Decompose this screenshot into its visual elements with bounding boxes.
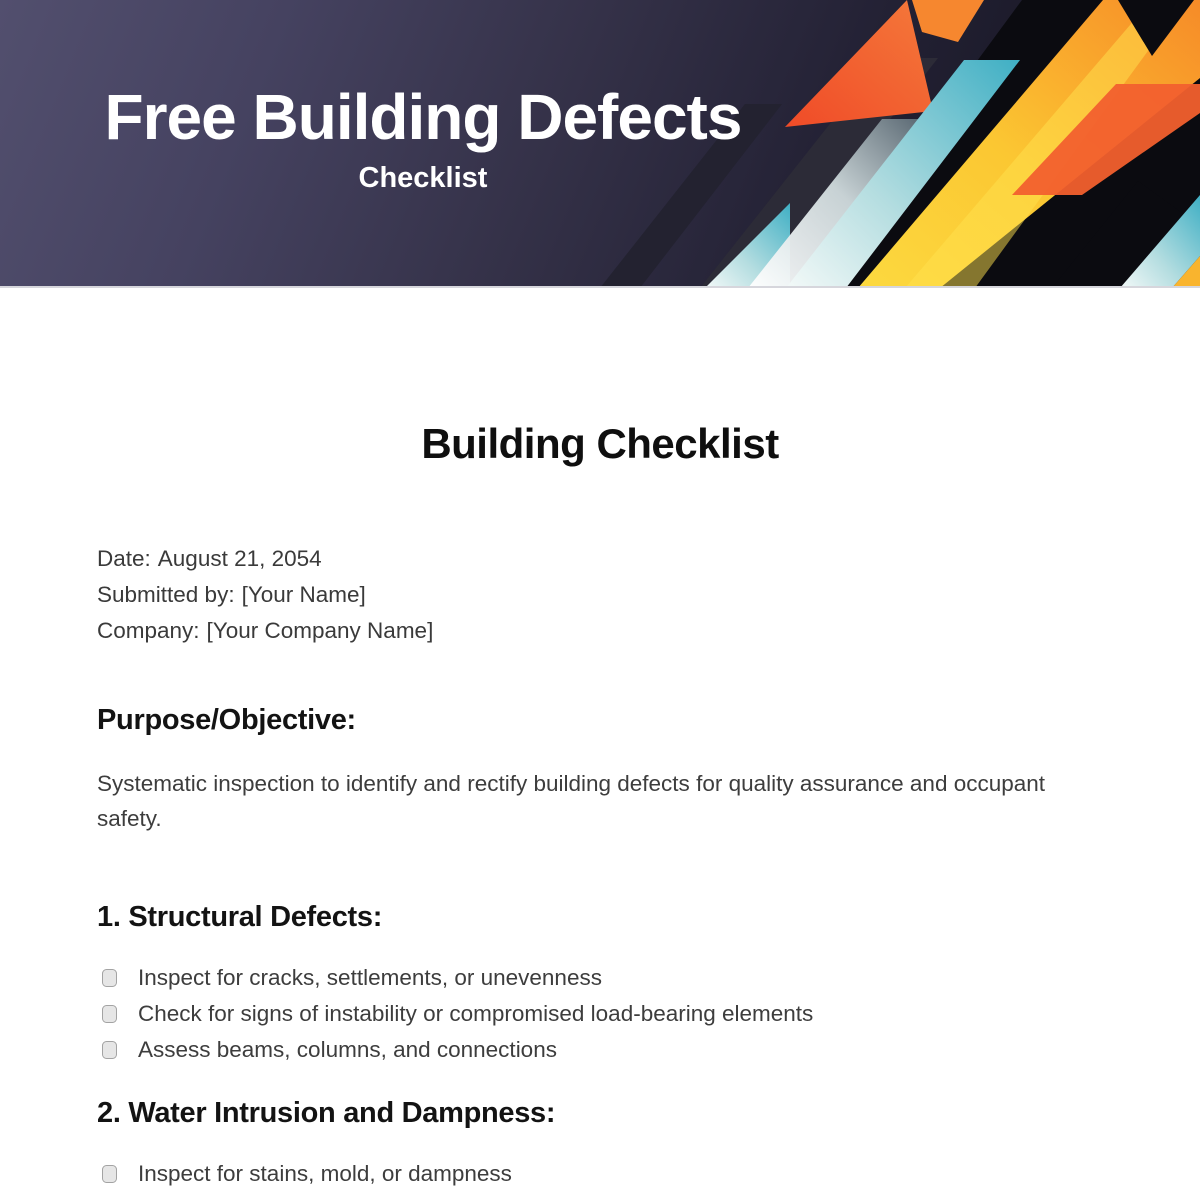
- checklist-item: [97, 960, 1103, 996]
- document-title: Building Checklist: [421, 420, 779, 467]
- header-title: Free Building Defects: [104, 81, 742, 153]
- header-text-block: [78, 81, 768, 195]
- checklist-item-label: Assess beams, columns, and connections: [138, 1037, 557, 1062]
- checkbox[interactable]: [102, 1041, 117, 1059]
- checklist-water-intrusion: [97, 1156, 1103, 1192]
- header-banner: [0, 0, 1200, 288]
- meta-company-label: Company:: [97, 618, 200, 643]
- checkbox[interactable]: [102, 969, 117, 987]
- purpose-heading: Purpose/Objective:: [97, 704, 356, 736]
- meta-line-date: [97, 541, 1103, 577]
- document-body: [0, 288, 1200, 1192]
- checklist-item: [97, 996, 1103, 1032]
- meta-submitted-by-label: Submitted by:: [97, 582, 235, 607]
- checkbox[interactable]: [102, 1165, 117, 1183]
- meta-submitted-by-value: [Your Name]: [241, 582, 366, 607]
- checklist-item-label: Inspect for cracks, settlements, or unevenness: [138, 965, 602, 990]
- meta-company-value: [Your Company Name]: [206, 618, 434, 643]
- meta-line-submitted-by: [97, 577, 1103, 613]
- meta-line-company: [97, 613, 1103, 649]
- section-heading-structural-defects: 1. Structural Defects:: [97, 901, 383, 933]
- header-subtitle: Checklist: [358, 161, 488, 194]
- section-heading-water-intrusion: 2. Water Intrusion and Dampness:: [97, 1097, 556, 1129]
- checklist-item: [97, 1156, 1103, 1192]
- meta-date-value: August 21, 2054: [157, 546, 322, 571]
- checklist-structural-defects: [97, 960, 1103, 1068]
- purpose-body: Systematic inspection to identify and rectify building defects for quality assurance and occupant safety.: [97, 771, 1046, 831]
- checklist-item-label: Inspect for stains, mold, or dampness: [138, 1161, 512, 1186]
- checklist-item-label: Check for signs of instability or compromised load-bearing elements: [138, 1001, 814, 1026]
- meta-block: [97, 541, 1103, 649]
- checkbox[interactable]: [102, 1005, 117, 1023]
- meta-date-label: Date:: [97, 546, 151, 571]
- checklist-item: [97, 1032, 1103, 1068]
